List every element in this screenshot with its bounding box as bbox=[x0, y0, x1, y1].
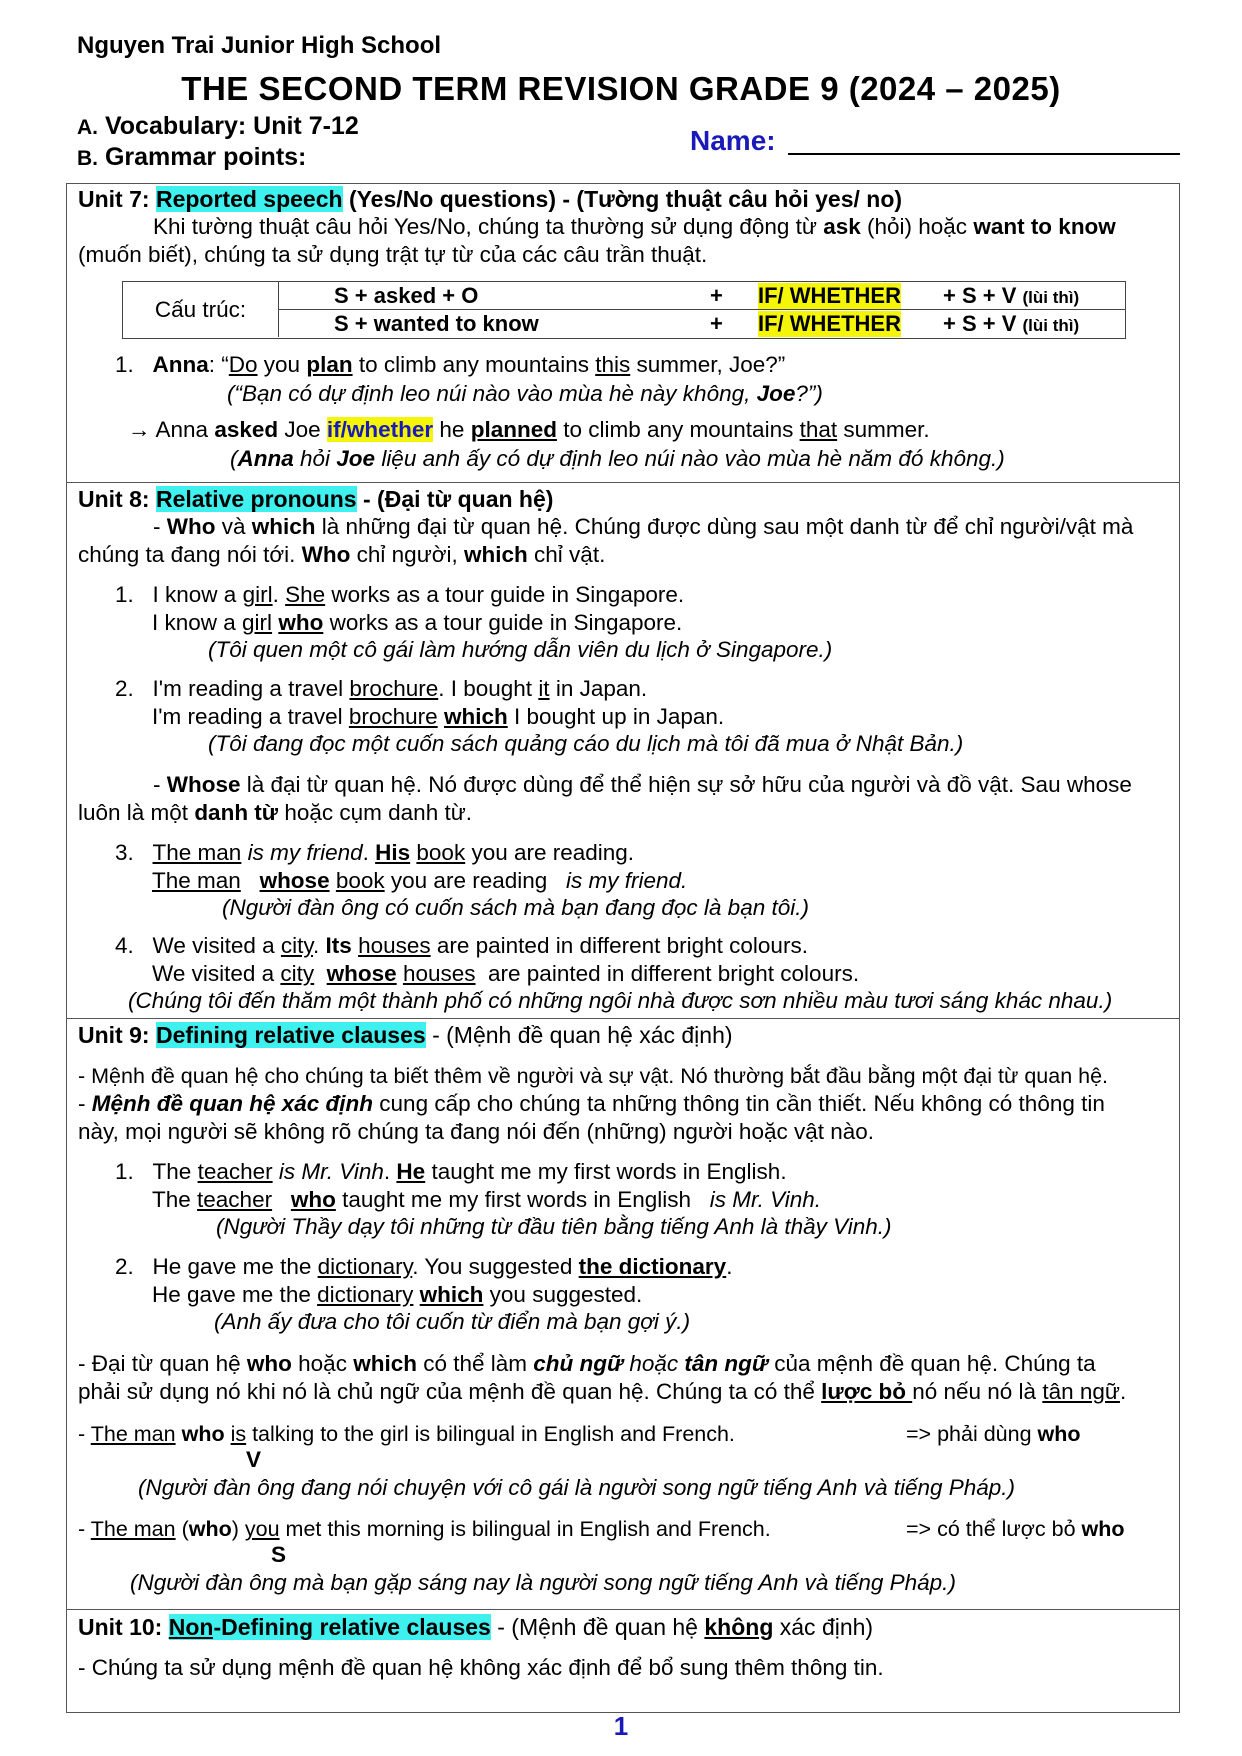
unit7-topic: Reported speech bbox=[155, 186, 343, 212]
section-b-text: Grammar points: bbox=[104, 143, 307, 171]
structure-row-2: S + wanted to know + IF/ WHETHER + S + V (lùi thì) bbox=[334, 311, 1080, 336]
unit9-example-2b: He gave me the dictionary which you suggested. bbox=[152, 1282, 643, 1307]
unit8-example-3a: 3. The man is my friend. His book you are reading. bbox=[115, 840, 635, 865]
unit8-topic: Relative pronouns bbox=[155, 486, 357, 512]
unit9-sample-2: - The man (who) you met this morning is bilingual in English and French. bbox=[78, 1517, 771, 1541]
unit9-sample-1-translation: (Người đàn ông đang nói chuyện với cô gái là người song ngữ tiếng Anh và tiếng Pháp.) bbox=[138, 1475, 1016, 1500]
structure-row-1: S + asked + O + IF/ WHETHER + S + V (lùi thì) bbox=[278, 282, 1125, 310]
page-title: THE SECOND TERM REVISION GRADE 9 (2024 – 2025) bbox=[181, 70, 1061, 107]
unit8-intro-1: - Who và which là những đại từ quan hệ. Chúng được dùng sau một danh từ để chỉ người/vật mà bbox=[153, 514, 1134, 539]
section-b-letter: B. bbox=[77, 147, 98, 170]
section-a-text: Vocabulary: Unit 7-12 bbox=[104, 112, 359, 140]
unit7-reported-answer: → Anna asked Joe if/whether he planned to climb any mountains that summer. bbox=[128, 417, 930, 442]
unit8-example-2-translation: (Tôi đang đọc một cuốn sách quảng cáo du lịch mà tôi đã mua ở Nhật Bản.) bbox=[208, 731, 964, 756]
section-a bbox=[77, 112, 359, 141]
unit7-intro-1: Khi tường thuật câu hỏi Yes/No, chúng ta thường sử dụng động từ ask (hỏi) hoặc want to know bbox=[153, 214, 1116, 239]
unit8-example-1-translation: (Tôi quen một cô gái làm hướng dẫn viên du lịch ở Singapore.) bbox=[208, 637, 833, 662]
unit8-example-4a: 4. We visited a city. Its houses are painted in different bright colours. bbox=[115, 933, 808, 958]
section-a-letter: A. bbox=[77, 116, 98, 139]
unit8-whose-2: luôn là một danh từ hoặc cụm danh từ. bbox=[78, 800, 473, 825]
unit7-reported-translation: (Anna hỏi Joe liệu anh ấy có dự định leo núi nào vào mùa hè năm đó không.) bbox=[230, 446, 1005, 471]
unit8-intro-2: chúng ta đang nói tới. Who chỉ người, which chỉ vật. bbox=[78, 542, 606, 567]
unit9-sample-2-note: => có thể lược bỏ who bbox=[906, 1517, 1125, 1541]
name-label: Name: bbox=[690, 125, 776, 156]
unit9-example-2a: 2. He gave me the dictionary. You suggested the dictionary. bbox=[115, 1254, 733, 1279]
unit7-example-1: 1. Anna: “Do you plan to climb any mountains this summer, Joe?” bbox=[115, 352, 786, 377]
unit9-para-2: - Mệnh đề quan hệ xác định cung cấp cho chúng ta những thông tin cần thiết. Nếu không có thông tin bbox=[78, 1091, 1105, 1116]
divider-unit10 bbox=[66, 1609, 1180, 1610]
unit8-whose-1: - Whose là đại từ quan hệ. Nó được dùng để thể hiện sự sở hữu của người và đồ vật. Sau whose bbox=[153, 772, 1132, 797]
unit8-example-4-translation: (Chúng tôi đến thăm một thành phố có những ngôi nhà được sơn nhiều màu tươi sáng khác nhau.) bbox=[128, 988, 1113, 1013]
unit8-example-1a: 1. I know a girl. She works as a tour guide in Singapore. bbox=[115, 582, 685, 607]
unit8-example-3b: The man whose book you are reading is my friend. bbox=[152, 868, 688, 893]
unit10-para-1: - Chúng ta sử dụng mệnh đề quan hệ không xác định để bổ sung thêm thông tin. bbox=[78, 1655, 884, 1680]
unit7-heading: Unit 7: Reported speech (Yes/No questions) - (Tường thuật câu hỏi yes/ no) bbox=[78, 186, 903, 212]
unit8-example-1b: I know a girl who works as a tour guide in Singapore. bbox=[152, 610, 683, 635]
unit8-example-4b: We visited a city whose houses are painted in different bright colours. bbox=[152, 961, 860, 986]
school-name: Nguyen Trai Junior High School bbox=[77, 32, 442, 59]
unit8-heading: Unit 8: Relative pronouns - (Đại từ quan hệ) bbox=[78, 486, 554, 512]
divider-unit8 bbox=[66, 482, 1180, 483]
structure-label: Cấu trúc: bbox=[123, 282, 279, 337]
unit9-example-1b: The teacher who taught me my first words in English is Mr. Vinh. bbox=[152, 1187, 822, 1212]
unit9-para-1: - Mệnh đề quan hệ cho chúng ta biết thêm về người và sự vật. Nó thường bắt đầu bằng một đại từ quan hệ. bbox=[78, 1064, 1109, 1088]
page-number: 1 bbox=[613, 1711, 629, 1741]
unit9-sample-2-subject-mark: S bbox=[271, 1542, 287, 1567]
unit10-topic-non: Non bbox=[168, 1614, 214, 1640]
unit9-heading: Unit 9: Defining relative clauses - (Mệnh đề quan hệ xác định) bbox=[78, 1022, 733, 1048]
unit9-sample-1: - The man who is talking to the girl is bilingual in English and French. bbox=[78, 1422, 735, 1446]
unit9-example-1a: 1. The teacher is Mr. Vinh. He taught me my first words in English. bbox=[115, 1159, 787, 1184]
unit9-sample-1-verb-mark: V bbox=[246, 1447, 262, 1472]
structure-table bbox=[122, 281, 1126, 339]
unit9-sample-1-note: => phải dùng who bbox=[906, 1422, 1081, 1446]
unit8-example-2b: I'm reading a travel brochure which I bought up in Japan. bbox=[152, 704, 725, 729]
unit9-topic: Defining relative clauses bbox=[155, 1022, 426, 1048]
unit10-topic: -Defining relative clauses bbox=[213, 1614, 491, 1640]
unit9-note-2: phải sử dụng nó khi nó là chủ ngữ của mệnh đề quan hệ. Chúng ta có thể lược bỏ nó nếu nó là tân ngữ. bbox=[78, 1379, 1127, 1404]
unit9-note-1: - Đại từ quan hệ who hoặc which có thể làm chủ ngữ hoặc tân ngữ của mệnh đề quan hệ. Chúng ta bbox=[78, 1351, 1096, 1376]
name-blank-line[interactable] bbox=[788, 153, 1180, 155]
divider-unit9 bbox=[66, 1018, 1180, 1019]
section-b bbox=[77, 143, 306, 172]
unit8-example-3-translation: (Người đàn ông có cuốn sách mà bạn đang đọc là bạn tôi.) bbox=[222, 895, 809, 920]
unit9-example-1-translation: (Người Thầy dạy tôi những từ đầu tiên bằng tiếng Anh là thầy Vinh.) bbox=[216, 1214, 892, 1239]
unit9-para-3: này, mọi người sẽ không rõ chúng ta đang nói đến (những) người hoặc vật nào. bbox=[78, 1119, 875, 1144]
unit9-example-2-translation: (Anh ấy đưa cho tôi cuốn từ điển mà bạn gợi ý.) bbox=[214, 1309, 691, 1334]
unit8-example-2a: 2. I'm reading a travel brochure. I bought it in Japan. bbox=[115, 676, 648, 701]
unit7-example-1-translation: (“Bạn có dự định leo núi nào vào mùa hè này không, Joe?”) bbox=[227, 381, 823, 406]
unit9-sample-2-translation: (Người đàn ông mà bạn gặp sáng nay là người song ngữ tiếng Anh và tiếng Pháp.) bbox=[130, 1570, 956, 1595]
unit7-intro-2: (muốn biết), chúng ta sử dụng trật tự từ của các câu trần thuật. bbox=[78, 242, 708, 267]
unit10-heading: Unit 10: Non-Defining relative clauses - (Mệnh đề quan hệ không xác định) bbox=[78, 1614, 874, 1640]
